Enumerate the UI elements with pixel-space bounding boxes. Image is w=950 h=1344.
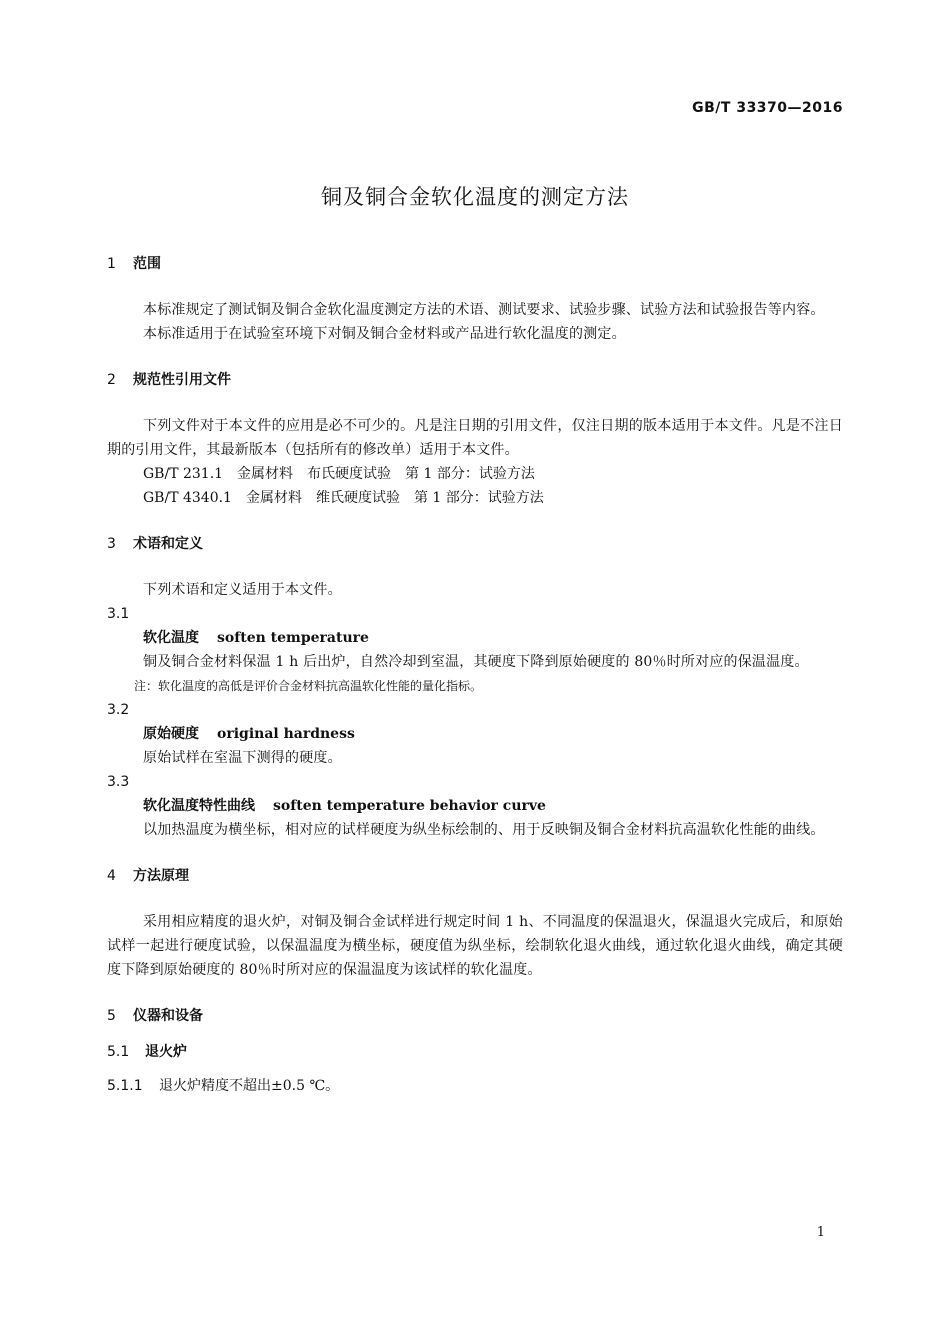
normative-reference: GB/T 4340.1 金属材料 维氏硬度试验 第 1 部分：试验方法 (143, 490, 544, 506)
standard-number: GB/T 33370—2016 (692, 100, 843, 116)
document-title: 铜及铜合金软化温度的测定方法 (321, 185, 629, 209)
term-english: soften temperature behavior curve (273, 798, 546, 814)
section-number: 4 (107, 868, 116, 884)
section-title: 仪器和设备 (133, 1008, 203, 1024)
term-definition: 铜及铜合金材料保温 1 h 后出炉，自然冷却到室温，其硬度下降到原始硬度的 80％时所对应的保温温度。 (143, 654, 809, 670)
document-body (107, 250, 843, 1098)
clause-text: 退火炉精度不超出±0.5 ℃。 (159, 1078, 340, 1094)
clause (107, 1074, 843, 1098)
paragraph: 本标准适用于在试验室环境下对铜及铜合金材料或产品进行软化温度的测定。 (143, 326, 626, 342)
section-number: 5 (107, 1008, 116, 1024)
section-title: 范围 (133, 256, 161, 272)
term-entry (107, 722, 843, 746)
section-heading-3 (107, 530, 843, 558)
term-chinese: 软化温度特性曲线 (143, 798, 255, 814)
section-heading-2 (107, 366, 843, 394)
section-title: 方法原理 (133, 868, 189, 884)
section-heading-4 (107, 862, 843, 890)
page-number: 1 (816, 1225, 825, 1240)
paragraph: 本标准规定了测试铜及铜合金软化温度测定方法的术语、测试要求、试验步骤、试验方法和试验报告等内容。 (143, 302, 825, 318)
note-label: 注： (134, 679, 159, 693)
term-entry (107, 626, 843, 650)
term-number: 3.1 (107, 606, 130, 622)
term-entry (107, 794, 843, 818)
note (107, 674, 843, 698)
term-definition: 以加热温度为横坐标，相对应的试样硬度为纵坐标绘制的、用于反映铜及铜合金材料抗高温软化性能的曲线。 (143, 822, 825, 838)
subsection-title: 退火炉 (145, 1044, 187, 1060)
clause-number: 5.1.1 (107, 1078, 143, 1094)
section-title: 术语和定义 (133, 536, 203, 552)
section-heading-5 (107, 1002, 843, 1030)
term-chinese: 原始硬度 (143, 726, 199, 742)
note-text: 软化温度的高低是评价合金材料抗高温软化性能的量化指标。 (158, 679, 483, 693)
term-english: original hardness (217, 726, 355, 742)
section-heading-1 (107, 250, 843, 278)
subsection-number: 5.1 (107, 1044, 130, 1060)
term-english: soften temperature (217, 630, 369, 646)
section-title: 规范性引用文件 (133, 372, 231, 388)
subsection-heading (107, 1040, 843, 1064)
section-number: 1 (107, 256, 116, 272)
paragraph: 下列文件对于本文件的应用是必不可少的。凡是注日期的引用文件，仅注日期的版本适用于本文件。凡是不注日期的引用文件，其最新版本（包括所有的修改单）适用于本文件。 (107, 418, 843, 458)
term-number: 3.2 (107, 702, 130, 718)
term-definition: 原始试样在室温下测得的硬度。 (143, 750, 342, 766)
term-number: 3.3 (107, 774, 130, 790)
paragraph: 下列术语和定义适用于本文件。 (143, 582, 342, 598)
paragraph: 采用相应精度的退火炉，对铜及铜合金试样进行规定时间 1 h、不同温度的保温退火，保温退火完成后，和原始试样一起进行硬度试验，以保温温度为横坐标，硬度值为纵坐标，绘制软化退火曲线，通过软化退火曲线，确定其硬度下降到原始硬度的 80％时所对应的保温温度为该试样的软化温度。 (107, 914, 843, 978)
section-number: 3 (107, 536, 116, 552)
section-number: 2 (107, 372, 116, 388)
term-chinese: 软化温度 (143, 630, 199, 646)
normative-reference: GB/T 231.1 金属材料 布氏硬度试验 第 1 部分：试验方法 (143, 466, 535, 482)
